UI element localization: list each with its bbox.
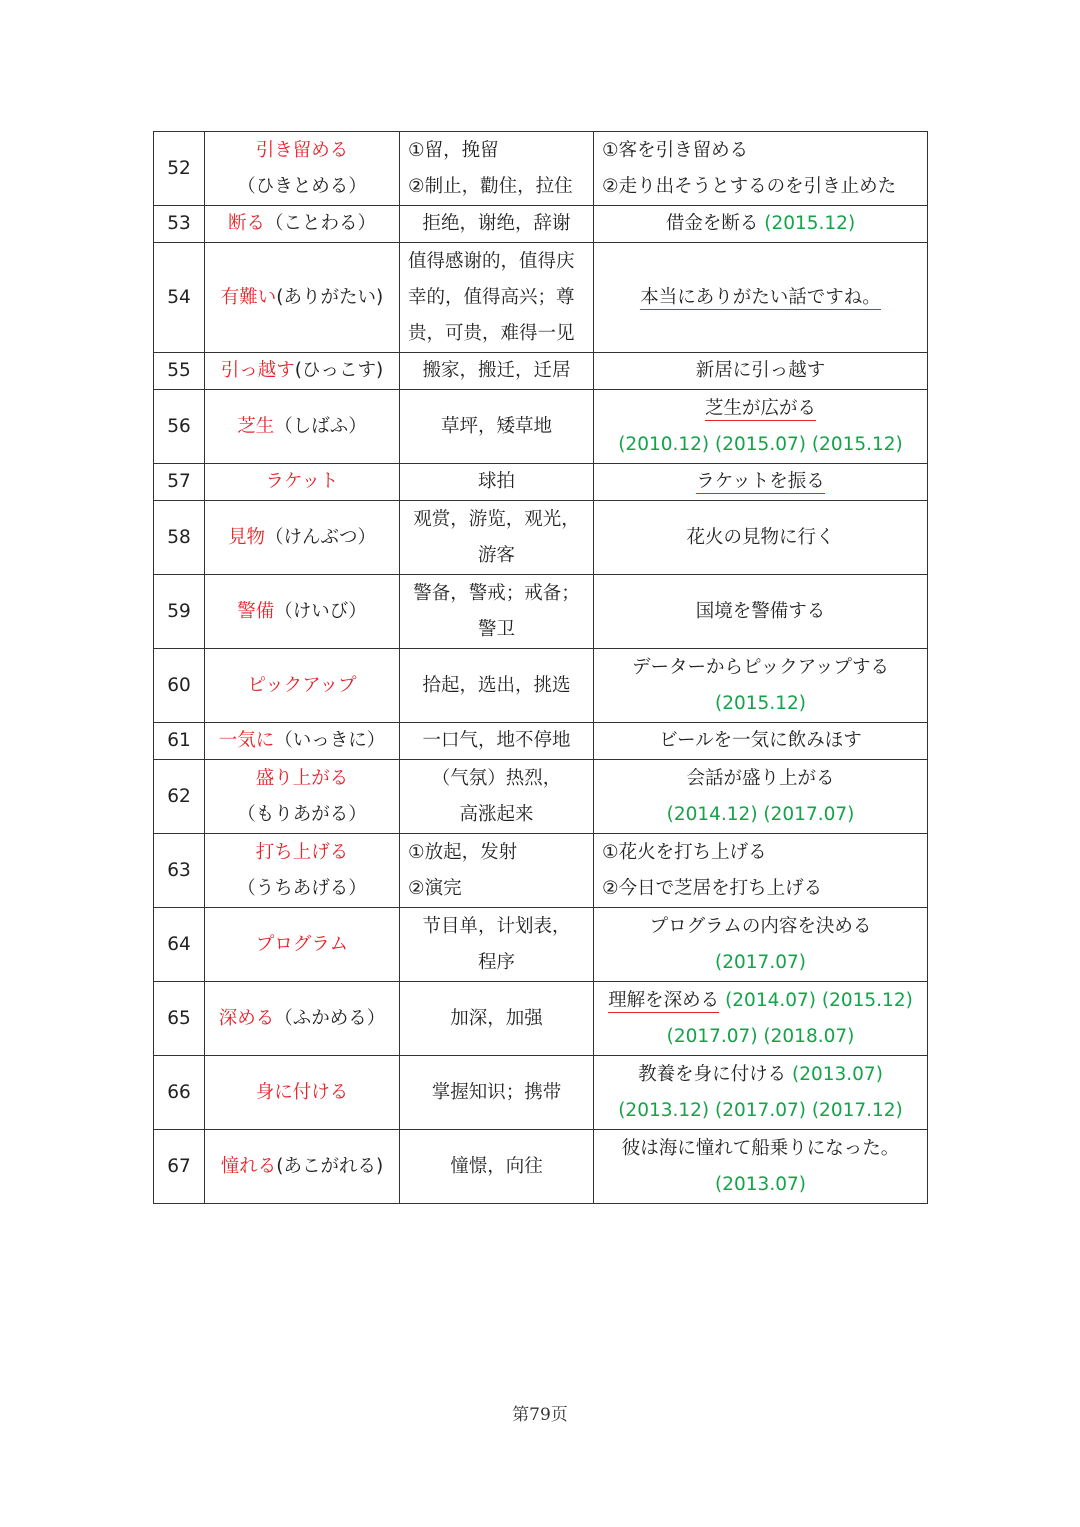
meaning-line: 搬家，搬迁，迁居	[422, 360, 571, 381]
meaning-line: 拾起，选出，挑选	[422, 674, 571, 696]
vocabulary-table	[153, 131, 928, 1204]
meaning-cell	[400, 649, 594, 723]
page-number: 第79页	[512, 1405, 568, 1425]
row-number: 67	[154, 1130, 205, 1204]
example-line: ビールを一気に飲みほす	[659, 730, 862, 751]
example-line: ラケットを振る	[696, 471, 825, 492]
table-row	[154, 132, 928, 206]
word-cell	[205, 649, 400, 723]
table-row	[154, 908, 928, 982]
meaning-cell	[400, 982, 594, 1056]
reading: （ひきとめる）	[237, 175, 367, 197]
word: 見物	[227, 526, 265, 548]
row-number: 66	[154, 1056, 205, 1130]
reading: （もりあがる）	[237, 803, 367, 825]
meaning-line: ②演完	[408, 877, 462, 899]
word: 身に付ける	[255, 1081, 349, 1103]
table-row	[154, 501, 928, 575]
word-cell	[205, 390, 400, 464]
word: ピックアップ	[247, 674, 357, 696]
example-cell	[594, 834, 928, 908]
exam-years: (2017.07) (2018.07)	[666, 1025, 855, 1047]
table-row	[154, 206, 928, 243]
row-number: 60	[154, 649, 205, 723]
reading: （しばふ）	[274, 415, 367, 437]
table-row	[154, 723, 928, 760]
word-cell	[205, 1130, 400, 1204]
row-number: 62	[154, 760, 205, 834]
word: 打ち上げる	[255, 841, 349, 863]
example-line: 本当にありがたい話ですね。	[640, 286, 881, 308]
example-line: 会話が盛り上がる	[686, 767, 835, 789]
meaning-line: 加深，加强	[450, 1007, 543, 1029]
word-cell	[205, 834, 400, 908]
word-cell	[205, 575, 400, 649]
example-line: ①花火を打ち上げる	[602, 841, 767, 863]
meaning-cell	[400, 723, 594, 760]
meaning-line: 球拍	[477, 471, 515, 492]
reading: (あこがれる)	[276, 1155, 384, 1177]
table-row	[154, 649, 928, 723]
example-cell	[594, 464, 928, 501]
table-row	[154, 353, 928, 390]
row-number: 65	[154, 982, 205, 1056]
meaning-cell	[400, 908, 594, 982]
meaning-line: 拒绝，谢绝，辞谢	[422, 213, 571, 234]
meaning-cell	[400, 132, 594, 206]
example-line: 花火の見物に行く	[686, 526, 835, 548]
reading: （けんぶつ）	[265, 526, 377, 548]
word: 憧れる	[220, 1155, 277, 1177]
table-row	[154, 982, 928, 1056]
exam-years: (2013.07)	[715, 1173, 806, 1195]
word-cell	[205, 908, 400, 982]
word: ラケット	[265, 471, 339, 492]
reading: （ふかめる）	[274, 1007, 386, 1029]
exam-years: (2017.07)	[715, 951, 806, 973]
example-cell	[594, 206, 928, 243]
example-cell	[594, 1130, 928, 1204]
row-number: 59	[154, 575, 205, 649]
example-cell	[594, 1056, 928, 1130]
example-line: 新居に引っ越す	[695, 360, 826, 381]
example-line: 国境を警備する	[695, 600, 826, 622]
meaning-line: 幸的，值得高兴；尊	[408, 286, 575, 308]
meaning-cell	[400, 1130, 594, 1204]
table-row	[154, 1130, 928, 1204]
meaning-cell	[400, 206, 594, 243]
word-cell	[205, 982, 400, 1056]
word-cell	[205, 132, 400, 206]
meaning-line: （气氛）热烈，	[431, 767, 562, 789]
meaning-cell	[400, 243, 594, 353]
meaning-cell	[400, 390, 594, 464]
row-number: 63	[154, 834, 205, 908]
example-line: 教養を身に付ける	[638, 1063, 787, 1085]
row-number: 53	[154, 206, 205, 243]
table-row	[154, 243, 928, 353]
word-cell	[205, 206, 400, 243]
word-cell	[205, 760, 400, 834]
meaning-line: ①留，挽留	[408, 139, 499, 161]
exam-years: (2010.12) (2015.07) (2015.12)	[618, 433, 903, 455]
word-cell	[205, 243, 400, 353]
row-number: 58	[154, 501, 205, 575]
table-row	[154, 575, 928, 649]
exam-years: (2015.12)	[715, 692, 806, 714]
word-cell	[205, 501, 400, 575]
row-number: 56	[154, 390, 205, 464]
word: 深める	[218, 1007, 275, 1029]
example-cell	[594, 649, 928, 723]
example-line: ②今日で芝居を打ち上げる	[602, 877, 823, 899]
meaning-line: 警卫	[477, 618, 515, 640]
word-cell	[205, 1056, 400, 1130]
row-number: 54	[154, 243, 205, 353]
meaning-line: 憧憬，向往	[450, 1155, 543, 1177]
meaning-line: ①放起，发射	[408, 841, 518, 863]
example-line: ①客を引き留める	[602, 139, 749, 161]
exam-years: (2015.12)	[764, 213, 856, 234]
word: 断る	[227, 213, 265, 234]
reading: (ありがたい)	[276, 286, 384, 308]
row-number: 61	[154, 723, 205, 760]
word: 盛り上がる	[255, 767, 349, 789]
word: 警備	[237, 600, 275, 622]
meaning-cell	[400, 575, 594, 649]
example-line: データーからピックアップする	[632, 656, 889, 678]
example-line: 理解を深める	[608, 989, 720, 1011]
table-row	[154, 834, 928, 908]
example-line: ②走り出そうとするのを引き止めた	[602, 175, 897, 197]
meaning-line: 警备，警戒；戒备；	[413, 582, 580, 604]
exam-years: (2013.07)	[791, 1063, 883, 1085]
reading: （けいび）	[274, 600, 367, 622]
exam-years: (2014.12) (2017.07)	[666, 803, 855, 825]
table-row	[154, 760, 928, 834]
word: 引っ越す	[220, 360, 295, 381]
word: 一気に	[218, 730, 275, 751]
row-number: 57	[154, 464, 205, 501]
reading: (ひっこす)	[294, 360, 384, 381]
meaning-line: 草坪，矮草地	[440, 415, 552, 437]
reading: （ことわる）	[265, 213, 377, 234]
meaning-cell	[400, 760, 594, 834]
meaning-line: 贵，可贵，难得一见	[408, 322, 575, 344]
word-cell	[205, 353, 400, 390]
meaning-line: 观赏，游览，观光，	[413, 508, 580, 530]
meaning-line: 程序	[477, 951, 515, 973]
example-line: 借金を断る	[665, 213, 759, 234]
row-number: 55	[154, 353, 205, 390]
example-cell	[594, 132, 928, 206]
example-cell	[594, 760, 928, 834]
example-cell	[594, 390, 928, 464]
meaning-line: 一口气，地不停地	[422, 730, 571, 751]
word-cell	[205, 723, 400, 760]
word: 芝生	[237, 415, 275, 437]
meaning-cell	[400, 834, 594, 908]
meaning-cell	[400, 353, 594, 390]
meaning-cell	[400, 501, 594, 575]
example-cell	[594, 501, 928, 575]
meaning-line: 节目单，计划表，	[422, 915, 571, 937]
example-line: 彼は海に憧れて船乗りになった。	[621, 1137, 900, 1159]
row-number: 52	[154, 132, 205, 206]
meaning-line: 掌握知识；携带	[431, 1081, 562, 1103]
example-line: 芝生が広がる	[704, 397, 816, 419]
meaning-line: ②制止，勸住，拉住	[408, 175, 573, 197]
meaning-line: 游客	[477, 544, 515, 566]
table-row	[154, 390, 928, 464]
exam-years: (2014.07) (2015.12)	[725, 989, 913, 1011]
table-row	[154, 464, 928, 501]
example-cell	[594, 243, 928, 353]
table-row	[154, 1056, 928, 1130]
reading: （いっきに）	[274, 730, 386, 751]
word-cell	[205, 464, 400, 501]
meaning-line: 值得感谢的，值得庆	[408, 250, 575, 272]
meaning-line: 高涨起来	[459, 803, 534, 825]
example-cell	[594, 353, 928, 390]
row-number: 64	[154, 908, 205, 982]
example-line: プログラムの内容を決める	[649, 915, 872, 937]
meaning-cell	[400, 464, 594, 501]
meaning-cell	[400, 1056, 594, 1130]
example-cell	[594, 982, 928, 1056]
exam-years: (2013.12) (2017.07) (2017.12)	[618, 1099, 903, 1121]
word: 有難い	[220, 286, 277, 308]
example-cell	[594, 723, 928, 760]
word: 引き留める	[255, 139, 349, 161]
example-cell	[594, 575, 928, 649]
reading: （うちあげる）	[237, 877, 367, 899]
word: プログラム	[255, 933, 349, 955]
example-cell	[594, 908, 928, 982]
